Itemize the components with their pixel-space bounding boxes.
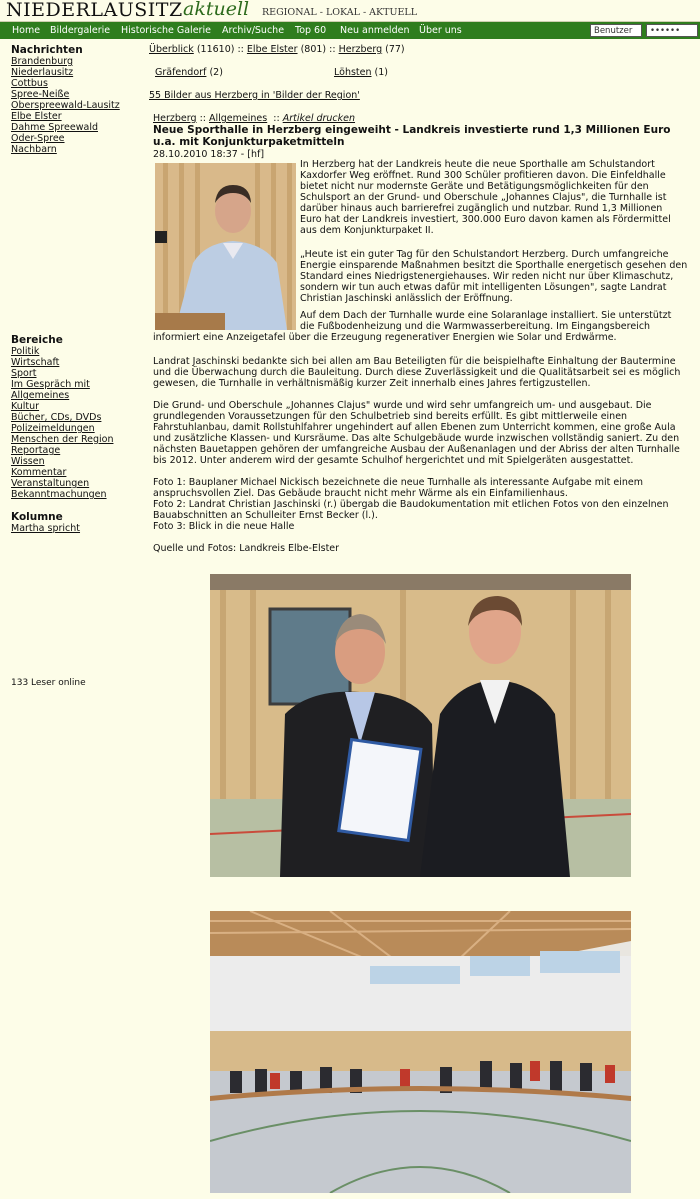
- article-paragraph-5: Die Grund- und Oberschule „Johannes Clajus" wurde und wird sehr umfangreich um- und ausgebaut. Die grundlegenden Voraussetzungen für den Schulbetrieb sind bereits erfüllt. Es gibt mittlerweile einen Fahrstuhlanbau, damit Rollstuhlfahrer ungehindert auf allen Ebenen zum Unterricht kommen, eine große Aula und zusätzliche Klassen- und Kursräume. Das alte Schulgebäude wurde inzwischen vollständig saniert. Zu den nächsten Bauetappen gehören der umfangreiche Ausbau der Außenanlagen und der Abriss der alten Turnhalle bis 2012. Unter anderem wird der gesamte Schulhof hergerichtet und mit Spielgeräten ausgestattet.: [153, 400, 680, 466]
- nav-neu-anmelden[interactable]: Neu anmelden: [340, 25, 410, 36]
- region-count: (801): [300, 44, 327, 55]
- sub2-count: (1): [374, 67, 388, 78]
- sidebar-item-im-gespraech[interactable]: Im Gespräch mit: [11, 379, 90, 390]
- article-categories: [153, 113, 355, 124]
- sublocation-loehsten: [334, 67, 388, 78]
- overview-count: (11610): [196, 44, 235, 55]
- article-category-herzberg[interactable]: Herzberg: [153, 113, 197, 124]
- sidebar-item-menschen[interactable]: Menschen der Region: [11, 434, 114, 445]
- nav-top-60[interactable]: Top 60: [295, 25, 327, 36]
- article-paragraph-2: „Heute ist ein guter Tag für den Schulstandort Herzberg. Durch umfangreiche Energie einsparende Maßnahmen besitzt die Sporthalle energetisch gesehen den Standard eines Niedrigstenergiehauses. Wir reden nicht nur über Klimaschutz, sondern wir tun auch etwas dafür mit intelligenten Lösungen", sagte Landrat Christian Jaschinski anlässlich der Eröffnung.: [300, 249, 688, 304]
- breadcrumb-sep: ::: [329, 44, 336, 55]
- article-photo-speaker[interactable]: [155, 163, 296, 330]
- article-source: Quelle und Fotos: Landkreis Elbe-Elster: [153, 543, 340, 554]
- gallery-link[interactable]: 55 Bilder aus Herzberg in 'Bilder der Region': [149, 90, 360, 101]
- sidebar-item-politik[interactable]: Politik: [11, 346, 40, 357]
- breadcrumb-sep: ::: [199, 113, 206, 124]
- sublocation-graefendorf-link[interactable]: Gräfendorf: [155, 67, 207, 78]
- sidebar-item-niederlausitz[interactable]: Niederlausitz: [11, 67, 74, 78]
- article-title: Neue Sporthalle in Herzberg eingeweiht - Landkreis investierte rund 1,3 Millionen Euro u.a. mit Konjunkturpaketmitteln: [153, 124, 671, 148]
- sidebar-item-wirtschaft[interactable]: Wirtschaft: [11, 357, 60, 368]
- gallery-link-row: [149, 90, 360, 101]
- site-logo-sub[interactable]: aktuell: [183, 0, 250, 20]
- sidebar-item-martha-spricht[interactable]: Martha spricht: [11, 523, 81, 534]
- location-breadcrumb: [149, 44, 405, 55]
- sidebar-item-allgemeines[interactable]: Allgemeines: [11, 390, 70, 401]
- sidebar-item-polizeimeldungen[interactable]: Polizeimeldungen: [11, 423, 95, 434]
- nav-archiv-suche[interactable]: Archiv/Suche: [222, 25, 285, 36]
- site-tagline: REGIONAL - LOKAL - AKTUELL: [262, 7, 418, 18]
- sidebar-item-wissen[interactable]: Wissen: [11, 456, 45, 467]
- article-paragraph-3b: informiert eine Anzeigetafel über die Erzeugung regenerativer Energien wie Solar und Erdwärme.: [153, 332, 617, 343]
- site-header: [0, 0, 700, 22]
- breadcrumb-sep: ::: [273, 113, 280, 124]
- sidebar-item-veranstaltungen[interactable]: Veranstaltungen: [11, 478, 90, 489]
- article-photo-handover[interactable]: [210, 574, 631, 877]
- sidebar-item-bekanntmachungen[interactable]: Bekanntmachungen: [11, 489, 107, 500]
- nav-bildergalerie[interactable]: Bildergalerie: [50, 25, 111, 36]
- article-paragraph-4: Landrat Jaschinski bedankte sich bei allen am Bau Beteiligten für die beispielhafte Einhaltung der Bautermine und die Überwachung durch die Bauleitung. Durch diese Zuverlässigkeit und die Qualitätsarbeit sei es möglich gewesen, die Turnhalle in verhältnismäßig kurzer Zeit innerhalb eines Jahres fertigzustellen.: [153, 356, 681, 389]
- sidebar-item-spree-neisse[interactable]: Spree-Neiße: [11, 89, 70, 100]
- sidebar-item-kommentar[interactable]: Kommentar: [11, 467, 67, 478]
- sidebar-item-reportage[interactable]: Reportage: [11, 445, 61, 456]
- sidebar-item-kultur[interactable]: Kultur: [11, 401, 40, 412]
- article-photo-hall[interactable]: [210, 911, 631, 1193]
- username-input[interactable]: [590, 24, 642, 37]
- nav-historische-galerie[interactable]: Historische Galerie: [121, 25, 211, 36]
- sidebar-item-buecher[interactable]: Bücher, CDs, DVDs: [11, 412, 102, 423]
- sidebar-news-title: Nachrichten: [11, 44, 83, 56]
- article-date: 28.10.2010 18:37 - [hf]: [153, 149, 265, 160]
- sidebar: [11, 44, 146, 688]
- speaker-photo-image: [155, 163, 296, 330]
- site-logo[interactable]: NIEDERLAUSITZ: [6, 0, 183, 21]
- hall-photo-image: [210, 911, 631, 1193]
- handover-photo-image: [210, 574, 631, 877]
- breadcrumb-overview[interactable]: Überblick: [149, 44, 194, 55]
- nav-home[interactable]: Home: [12, 25, 41, 36]
- article-paragraph-3a: Auf dem Dach der Turnhalle wurde eine Solaranlage installiert. Sie unterstützt die Fußbodenheizung und die Warmwasserbereitung. Im Eingangsbereich: [300, 310, 672, 332]
- print-article-link[interactable]: Artikel drucken: [282, 113, 356, 124]
- article-paragraph-1: In Herzberg hat der Landkreis heute die neue Sporthalle am Schulstandort Kaxdorfer Weg eröffnet. Rund 300 Schüler profitieren davon. Die Einfeldhalle bietet nicht nur modernste Geräte und Betätigungsmöglichkeiten für den Schulsport an der Grund- und Oberschule „Johannes Clajus", die Turnhalle ist darüber hinaus auch barrierefrei zugänglich und nutzbar. Rund 1,3 Millionen Euro hat der Landkreis investiert, 300.000 Euro davon kamen als Fördermittel aus dem Konjunkturpaket II.: [300, 159, 671, 236]
- breadcrumb-elbe-elster[interactable]: Elbe Elster: [246, 44, 298, 55]
- sidebar-item-oder-spree[interactable]: Oder-Spree: [11, 133, 65, 144]
- sidebar-column-title: Kolumne: [11, 511, 63, 523]
- main-nav: [0, 22, 700, 39]
- sidebar-areas-title: Bereiche: [11, 334, 63, 346]
- sidebar-item-oberspreewald-lausitz[interactable]: Oberspreewald-Lausitz: [11, 100, 120, 111]
- sidebar-item-nachbarn[interactable]: Nachbarn: [11, 144, 57, 155]
- breadcrumb-herzberg[interactable]: Herzberg: [338, 44, 383, 55]
- sub1-count: (2): [209, 67, 223, 78]
- sublocation-graefendorf: [155, 67, 223, 78]
- sidebar-item-sport[interactable]: Sport: [11, 368, 37, 379]
- article-category-allgemeines[interactable]: Allgemeines: [209, 113, 268, 124]
- password-input[interactable]: [646, 24, 698, 37]
- sublocation-loehsten-link[interactable]: Löhsten: [334, 67, 372, 78]
- sidebar-item-brandenburg[interactable]: Brandenburg: [11, 56, 73, 67]
- nav-ueber-uns[interactable]: Über uns: [419, 25, 462, 36]
- sidebar-item-cottbus[interactable]: Cottbus: [11, 78, 48, 89]
- sidebar-item-elbe-elster[interactable]: Elbe Elster: [11, 111, 62, 122]
- readers-online: 133 Leser online: [11, 678, 86, 688]
- breadcrumb-sep: ::: [237, 44, 244, 55]
- town-count: (77): [385, 44, 405, 55]
- article-photo-captions: Foto 1: Bauplaner Michael Nickisch bezeichnete die neue Turnhalle als interessante Aufgabe mit einem anspruchsvollen Ziel. Das Gebäude braucht nicht mehr Wärme als ein Einfamilienhaus. Foto 2: Landrat Christian Jaschinski (r.) übergab die Baudokumentation mit etlichen Fotos von den einzelnen Bauabschnitten an Schulleiter Ernst Becker (l.). Foto 3: Blick in die neue Halle: [153, 477, 669, 532]
- sidebar-item-dahme-spreewald[interactable]: Dahme Spreewald: [11, 122, 98, 133]
